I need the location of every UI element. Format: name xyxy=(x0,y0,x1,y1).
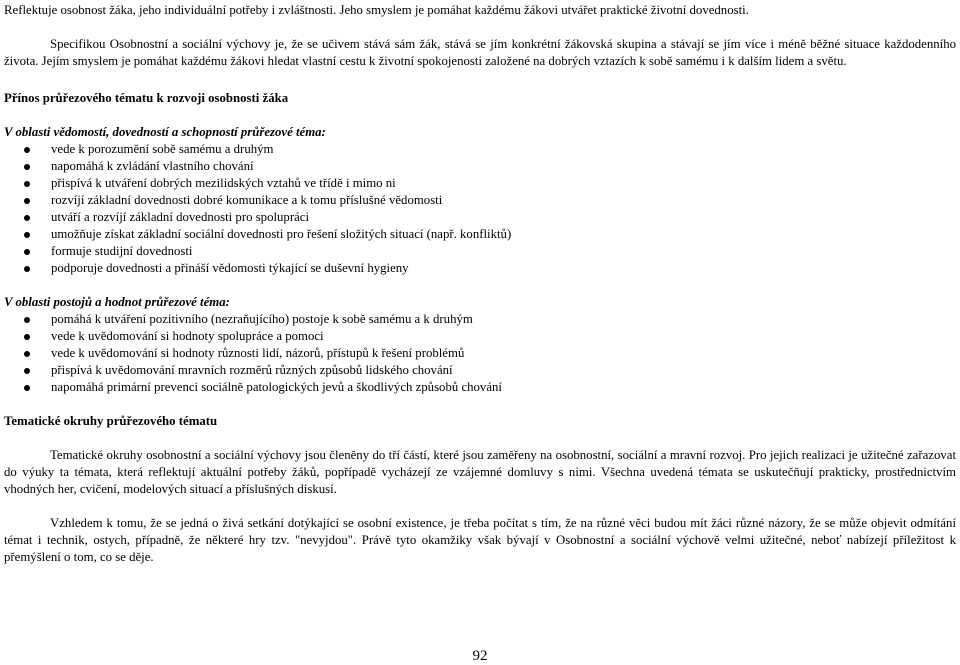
topics-paragraph: Tematické okruhy osobnostní a sociální výchovy jsou členěny do tří částí, které jsou zaměřeny na osobnostní, sociální a mravní rozvoj. Pro jejich realizaci je užitečné zařazovat do výuky ta témata, která reflektují aktuální potřeby žáků, popřípadě vycházejí ze vzájemné domluvy s nimi. Všechna uvedená témata se uskutečňují prakticky, prostřednictvím vhodných her, cvičení, modelových situací a příslušných diskusí. xyxy=(4,448,956,496)
list-item xyxy=(4,243,956,260)
intro-line: Reflektuje osobnost žáka, jeho individuální potřeby i zvláštnosti. Jeho smyslem je pomáhat každému žákovi utvářet praktické životní dovednosti. xyxy=(4,3,749,17)
bullet-list-attitudes xyxy=(4,311,956,396)
bullet-icon xyxy=(24,232,30,238)
list-item-text: vede k uvědomování si hodnoty spolupráce a pomoci xyxy=(51,329,324,343)
list-item-text: vede k uvědomování si hodnoty různosti lidí, názorů, přístupů k řešení problémů xyxy=(51,346,465,360)
spacer xyxy=(4,396,956,413)
list-item-text: rozvíjí základní dovednosti dobré komunikace a k tomu příslušné vědomosti xyxy=(51,193,443,207)
bullet-icon xyxy=(24,266,30,272)
list-item xyxy=(4,209,956,226)
list-item xyxy=(4,328,956,345)
bullet-icon xyxy=(24,385,30,391)
list-item-text: pomáhá k utváření pozitivního (nezraňujícího) postoje k sobě samému a k druhým xyxy=(51,312,473,326)
list-item xyxy=(4,362,956,379)
bullet-list-knowledge xyxy=(4,141,956,277)
group-title-knowledge: V oblasti vědomostí, dovedností a schopností průřezové téma: xyxy=(4,125,326,139)
list-item xyxy=(4,311,956,328)
bullet-icon xyxy=(24,351,30,357)
bullet-icon xyxy=(24,249,30,255)
section-heading-contribution: Přínos průřezového tématu k rozvoji osobnosti žáka xyxy=(4,91,289,105)
bullet-icon xyxy=(24,164,30,170)
spacer xyxy=(4,277,956,294)
list-item-text: napomáhá k zvládání vlastního chování xyxy=(51,159,254,173)
bullet-icon xyxy=(24,147,30,153)
list-item-text: umožňuje získat základní sociální dovednosti pro řešení složitých situací (např. konfliktů) xyxy=(51,227,512,241)
bullet-icon xyxy=(24,181,30,187)
list-item-text: formuje studijní dovednosti xyxy=(51,244,193,258)
list-item-text: napomáhá primární prevenci sociálně patologických jevů a škodlivých způsobů chování xyxy=(51,380,502,394)
group-title-attitudes: V oblasti postojů a hodnot průřezové téma: xyxy=(4,295,230,309)
list-item xyxy=(4,175,956,192)
list-item xyxy=(4,226,956,243)
bullet-icon xyxy=(24,215,30,221)
list-item xyxy=(4,192,956,209)
topics-paragraph-2: Vzhledem k tomu, že se jedná o živá setkání dotýkající se osobní existence, je třeba počítat s tím, že na různé věci budou mít žáci různé názory, že se může objevit odmítání témat i technik, ostych, případně, že některé hry tzv. "nevyjdou". Právě tyto okamžiky však bývají v Osobnostní a sociální výchově velmi užitečné, neboť nabízejí příležitost k přemýšlení o tom, co se děje. xyxy=(4,516,956,564)
bullet-icon xyxy=(24,334,30,340)
list-item xyxy=(4,260,956,277)
list-item-text: přispívá k utváření dobrých mezilidských vztahů ve třídě i mimo ni xyxy=(51,176,396,190)
spacer xyxy=(4,430,956,447)
bullet-icon xyxy=(24,368,30,374)
list-item xyxy=(4,379,956,396)
spacer xyxy=(4,107,956,124)
spacer xyxy=(4,498,956,515)
page-number: 92 xyxy=(472,648,488,664)
intro-paragraph: Specifikou Osobnostní a sociální výchovy je, že se učivem stává sám žák, stává se jím konkrétní žákovská skupina a stávají se jím více i méně běžné situace každodenního života. Jejím smyslem je pomáhat každému žákovi hledat vlastní cestu k životní spokojenosti založené na dobrých vztazích k sobě samému i k dalším lidem a světu. xyxy=(4,37,956,68)
list-item-text: vede k porozumění sobě samému a druhým xyxy=(51,142,274,156)
list-item xyxy=(4,345,956,362)
list-item xyxy=(4,158,956,175)
list-item xyxy=(4,141,956,158)
spacer xyxy=(4,19,956,36)
document-page xyxy=(4,2,956,566)
bullet-icon xyxy=(24,198,30,204)
spacer xyxy=(4,70,956,90)
list-item-text: přispívá k uvědomování mravních rozměrů různých způsobů lidského chování xyxy=(51,363,453,377)
section-heading-topics: Tematické okruhy průřezového tématu xyxy=(4,414,218,428)
bullet-icon xyxy=(24,317,30,323)
list-item-text: utváří a rozvíjí základní dovednosti pro spolupráci xyxy=(51,210,309,224)
list-item-text: podporuje dovednosti a přináší vědomosti týkající se duševní hygieny xyxy=(51,261,409,275)
